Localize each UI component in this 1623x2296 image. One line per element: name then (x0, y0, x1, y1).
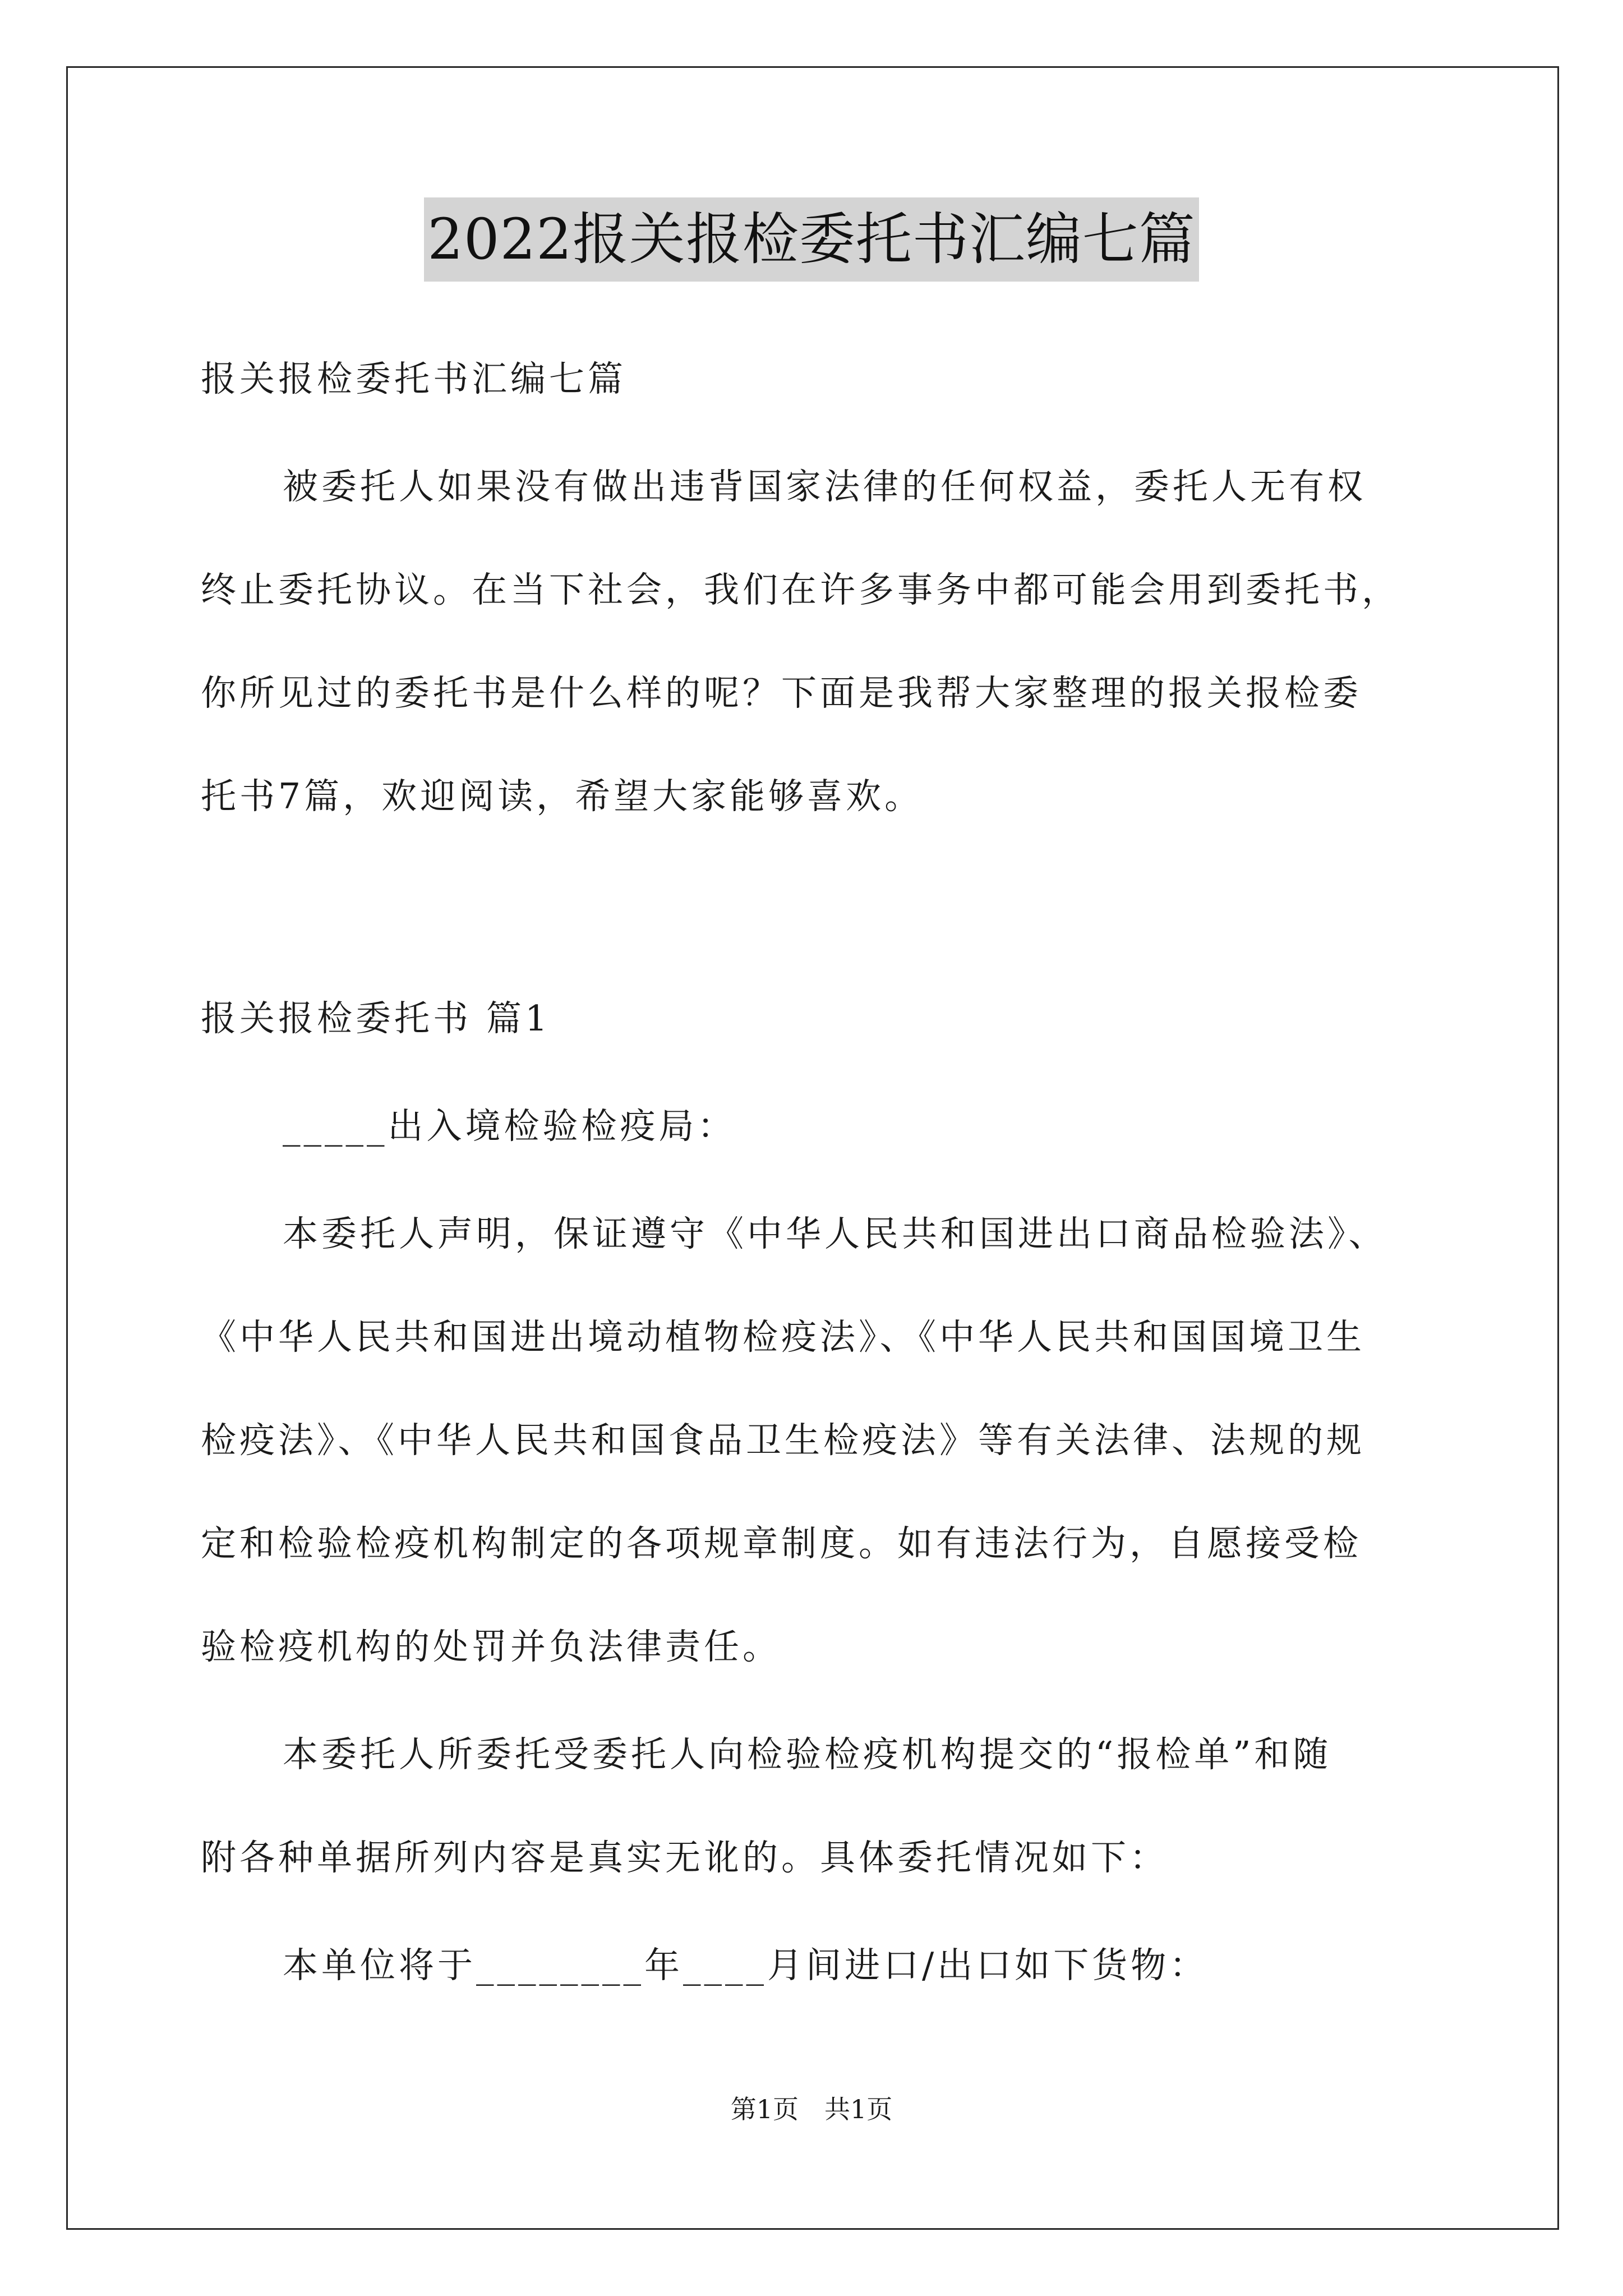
page-footer: 第1页 共1页 (730, 2094, 893, 2124)
document-title: 2022报关报检委托书汇编七篇 (424, 197, 1199, 282)
addressee-line: _____出入境检验检疫局： (283, 1106, 736, 1147)
paragraph-line: 定和检验检疫机构制定的各项规章制度。如有违法行为，自愿接受检 (201, 1523, 1362, 1564)
paragraph-line: 托书7篇，欢迎阅读，希望大家能够喜欢。 (201, 776, 924, 817)
paragraph-line: 本委托人声明，保证遵守《中华人民共和国进出口商品检验法》、 (283, 1213, 1387, 1254)
title-container (0, 197, 1623, 282)
paragraph-line: 附各种单据所列内容是真实无讹的。具体委托情况如下： (201, 1837, 1168, 1878)
section-heading: 报关报检委托书 篇1 (201, 998, 551, 1039)
paragraph-line: 终止委托协议。在当下社会，我们在许多事务中都可能会用到委托书， (201, 569, 1400, 610)
paragraph-line: 《中华人民共和国进出境动植物检疫法》、《中华人民共和国国境卫生 (201, 1317, 1365, 1358)
paragraph-line: 验检疫机构的处罚并负法律责任。 (201, 1626, 781, 1667)
paragraph-line: 被委托人如果没有做出违背国家法律的任何权益，委托人无有权 (283, 466, 1366, 507)
paragraph-line: 本单位将于________年____月间进口/出口如下货物： (283, 1945, 1209, 1986)
paragraph-line: 你所见过的委托书是什么样的呢？下面是我帮大家整理的报关报检委 (201, 673, 1362, 714)
paragraph-line: 本委托人所委托受委托人向检验检疫机构提交的“报检单”和随 (283, 1734, 1332, 1775)
paragraph-line: 检疫法》、《中华人民共和国食品卫生检疫法》等有关法律、法规的规 (201, 1420, 1365, 1461)
subtitle-line: 报关报检委托书汇编七篇 (201, 358, 626, 399)
